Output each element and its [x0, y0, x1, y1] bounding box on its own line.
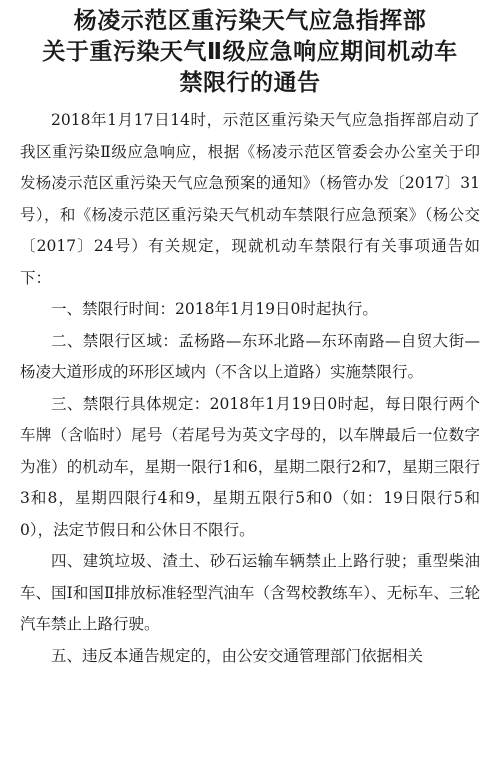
clause-vehicle-ban: 四、建筑垃圾、渣土、砂石运输车辆禁止上路行驶；重型柴油车、国Ⅰ和国Ⅱ排放标准轻型汽油车（含驾校教练车）、无标车、三轮汽车禁止上路行驶。: [20, 552, 480, 633]
notice-title: [20, 6, 480, 99]
title-line-2: 关于重污染天气Ⅱ级应急响应期间机动车: [42, 39, 458, 65]
title-line-1: 杨凌示范区重污染天气应急指挥部: [73, 8, 427, 34]
intro-paragraph: 2018年1月17日14时，示范区重污染天气应急指挥部启动了我区重污染Ⅱ级应急响应，根据《杨凌示范区管委会办公室关于印发杨凌示范区重污染天气应急预案的通知》（杨管办发〔2017〕31号），和《杨凌示范区重污染天气机动车禁限行应急预案》（杨公交〔2017〕24号）有关规定，现就机动车禁限行有关事项通告如下：: [20, 111, 480, 287]
title-line-3: 禁限行的通告: [179, 70, 321, 96]
clause-rules: 三、禁限行具体规定：2018年1月19日0时起，每日限行两个车牌（含临时）尾号（若尾号为英文字母的，以车牌最后一位数字为准）的机动车，星期一限行1和6，星期二限行2和7，星期三限行3和8，星期四限行4和9，星期五限行5和0（如：19日限行5和0），法定节假日和公休日不限行。: [20, 394, 480, 539]
notice-body: [20, 105, 480, 672]
clause-penalty: 五、违反本通告规定的，由公安交通管理部门依据相关: [51, 646, 424, 665]
clause-area: 二、禁限行区域：孟杨路—东环北路—东环南路—自贸大街—杨凌大道形成的环形区域内（不含以上道路）实施禁限行。: [20, 331, 480, 381]
clause-time: 一、禁限行时间：2018年1月19日0时起执行。: [51, 300, 378, 318]
